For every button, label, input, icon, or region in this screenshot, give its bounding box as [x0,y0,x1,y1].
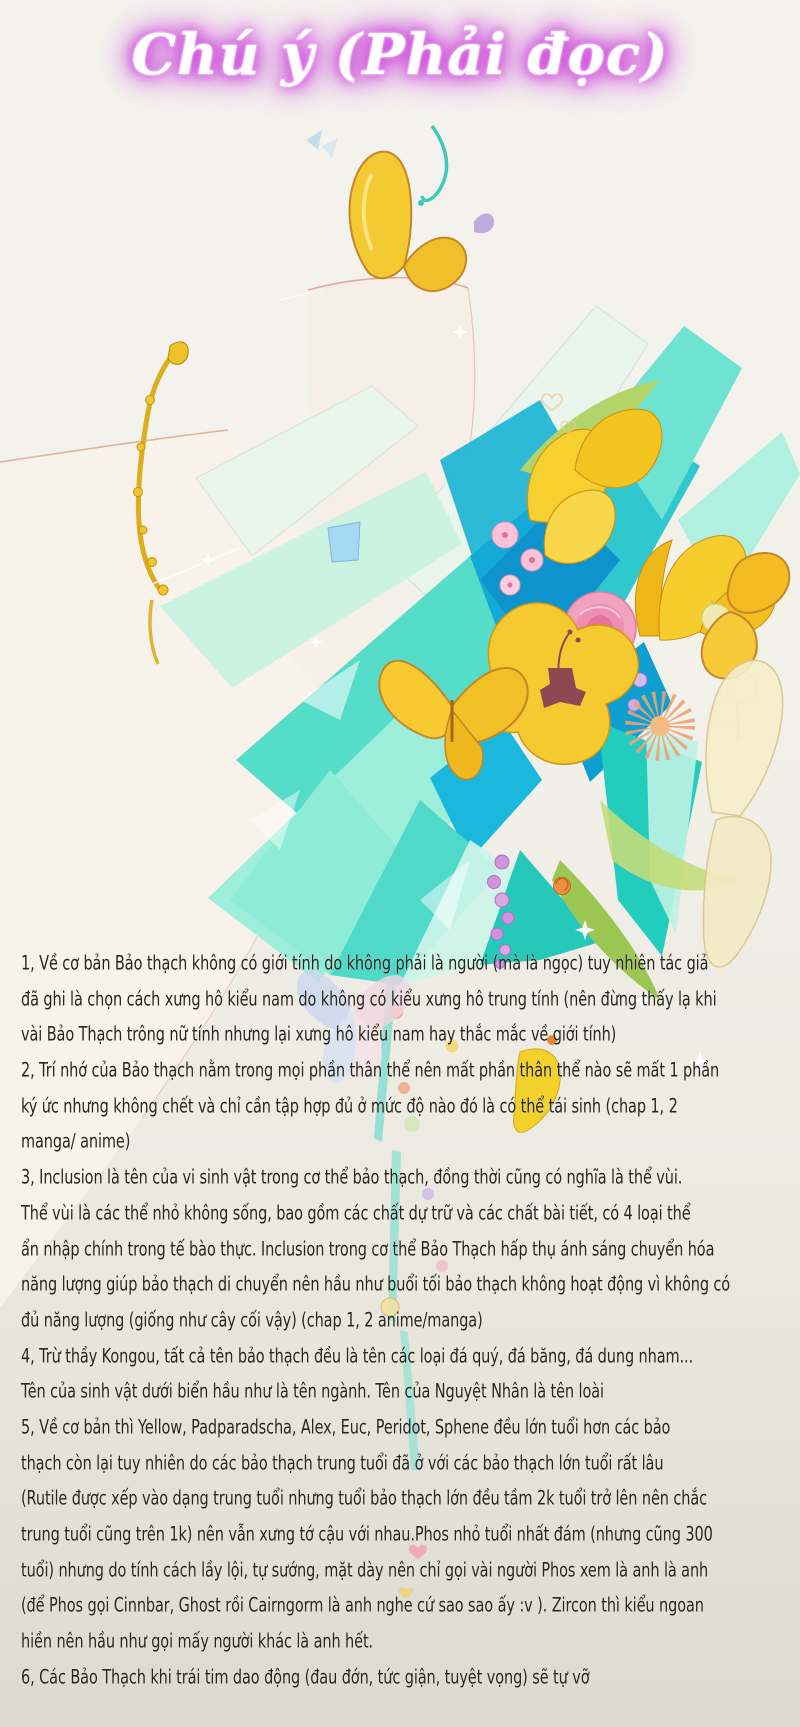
notes-block [21,946,800,1695]
blue-doodle [306,130,338,158]
note-line: năng lượng giúp bảo thạch di chuyển nên hầu như buổi tối bảo thạch không hoạt động vì không có [21,1274,731,1296]
note-line: (Rutile được xếp vào dạng trung tuổi nhưng tuổi bảo thạch lớn đều tầm 2k tuổi trở lên nên chắc [21,1488,707,1510]
note-line: 1, Về cơ bản Bảo thạch không có giới tính do không phải là người (mà là ngọc) tuy nhiên tác giả [21,953,709,975]
pale-butterfly-right [704,660,783,967]
note-line: Tên của sinh vật dưới biển hầu như là tên ngành. Tên của Nguyệt Nhân là tên loài [21,1381,604,1403]
note-line: 5, Về cơ bản thì Yellow, Padparadscha, Alex, Euc, Peridot, Sphene đều lớn tuổi hơn các bảo [21,1417,671,1439]
note-line: thạch còn lại tuy nhiên do các bảo thạch trung tuổi đã ở với các bảo thạch lớn tuổi rất lâu [21,1452,664,1475]
teal-ribbon [418,126,447,206]
note-line: ký ức nhưng không chết và chỉ cần tập hợp đủ ở mức độ nào đó là có thể tái sinh (chap 1, 2 [21,1096,678,1118]
note-line: đã ghi là chọn cách xưng hô kiểu nam do không có kiểu xưng hô trung tính (nên đừng thấy lạ khi [21,988,717,1011]
yellow-butterfly-top [350,152,467,291]
note-line: đủ năng lượng (giống như cây cối vậy) (chap 1, 2 anime/manga) [21,1310,483,1332]
note-line: ẩn nhập chính trong tế bào thực. Inclusion trong cơ thể Bảo Thạch hấp thụ ánh sáng chuyển hóa [21,1238,715,1260]
note-line: tuổi) nhưng do tính cách lầy lội, tự sướng, mặt dày nên chỉ gọi vài người Phos xem là anh là anh [21,1559,709,1582]
note-line: manga/ anime) [21,1131,131,1153]
note-line: 3, Inclusion là tên của vi sinh vật trong cơ thể bảo thạch, đồng thời cũng có nghĩa là thể vùi. [21,1167,683,1189]
note-line: vài Bảo Thạch trông nữ tính nhưng lại xưng hô kiểu nam hay thắc mắc về giới tính) [21,1024,617,1046]
page-title: Chú ý (Phải đọc) [131,22,669,88]
note-line: hiền nên hầu như gọi mấy người khác là anh hết. [21,1631,374,1653]
purple-petal [474,213,494,233]
note-line: 6, Các Bảo Thạch khi trái tim dao động (đau đớn, tức giận, tuyệt vọng) sẽ tự vỡ [21,1667,590,1689]
note-line: 4, Trừ thầy Kongou, tất cả tên bảo thạch đều là tên các loại đá quý, đá băng, đá dung nham... [21,1345,694,1367]
note-line: (để Phos gọi Cinnbar, Ghost rồi Cairngorm là anh nghe cứ sao sao ấy :v ). Zircon thì kiểu ngoan [21,1595,704,1617]
coral-bud [554,878,571,895]
note-line: trung tuổi cũng trên 1k) nên vẫn xưng tớ cậu với nhau.Phos nhỏ tuổi nhất đám (nhưng cũng 300 [21,1524,713,1546]
note-line: Thể vùi là các thể nhỏ không sống, bao gồm các chất dự trữ và các chất bài tiết, có 4 loại thể [21,1203,691,1225]
note-line: 2, Trí nhớ của Bảo thạch nằm trong mọi phần thân thể nên mất phần thân thể nào sẽ mất 1 phần [21,1060,720,1082]
